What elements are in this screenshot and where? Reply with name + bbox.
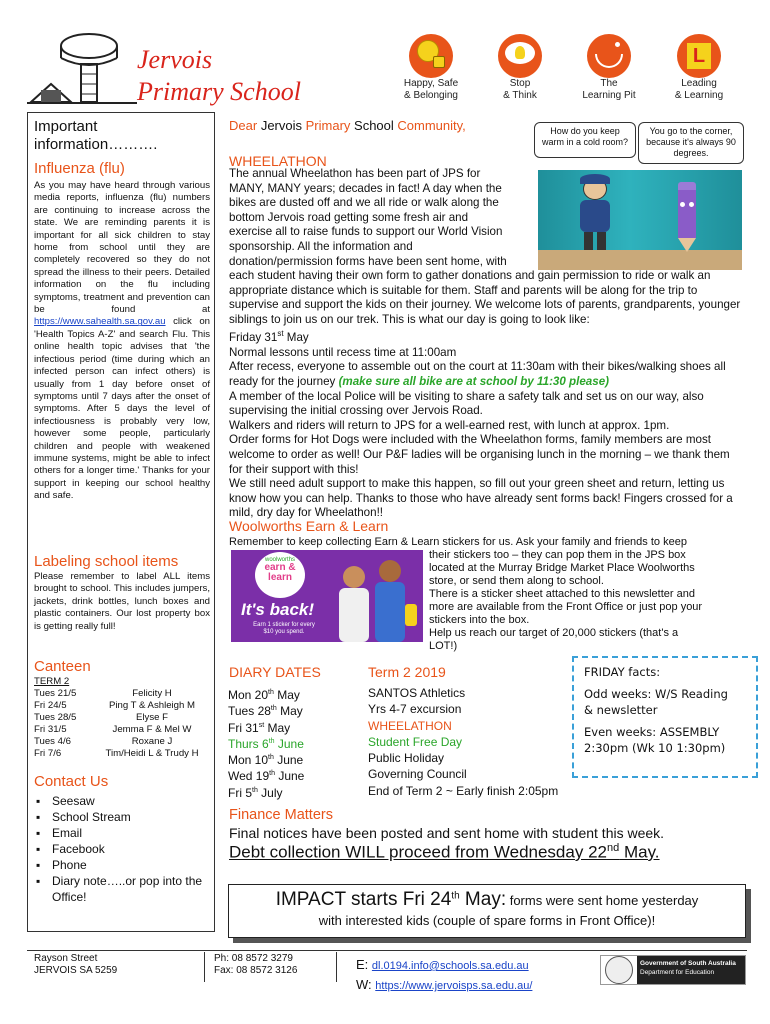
banner-small-print [251, 622, 317, 636]
contact-heading: Contact Us [34, 773, 109, 790]
comic-pencil-figure-icon [672, 182, 702, 254]
diary-date-b: June [274, 736, 304, 751]
canteen-roster [34, 676, 210, 760]
value-learning-pit [576, 34, 642, 102]
canteen-heading: Canteen [34, 658, 91, 675]
diary-row [228, 751, 588, 767]
diary-date-sup: th [268, 689, 274, 696]
diary-date [228, 719, 368, 735]
contact-list [34, 793, 210, 905]
greeting-primary: Primary [305, 118, 351, 133]
wheelathon-line: bikes are dusted off and we all ride or walk along the [229, 196, 499, 210]
diary-heading: DIARY DATES [229, 664, 321, 680]
friday-facts-title: FRIDAY facts: [584, 665, 661, 679]
impact-title-c: forms were sent home yesterday [506, 893, 699, 908]
diary-date [228, 751, 368, 767]
finance-notice: Final notices have been posted and sent home with student this week. [229, 825, 665, 841]
comic-bubble-right [638, 122, 744, 164]
footer-email-label: E: [356, 957, 372, 972]
diary-date-a: Thurs 6 [228, 736, 269, 751]
impact-title-sup: th [451, 890, 460, 902]
footer-separator [204, 952, 205, 982]
flu-text-part1: As you may have heard through various media reports, influenza (flu) numbers are continuing to increase across the state. We are reminding parents it is important for all sick children to stay home from school until they are completely recovered so they do not spread the illness to their peers. Detailed information on the flu including symptoms, treatment and prevention can be found at [34, 180, 210, 316]
wheelathon-friday [229, 327, 745, 345]
greeting-community: Community, [397, 118, 466, 133]
flu-heading: Influenza (flu) [34, 160, 125, 177]
wheelathon-walkers: Walkers and riders will return to JPS for a well-earned rest, with lunch at approx. 1pm. [229, 418, 670, 432]
wheelathon-para1-rest: each student having their own form to gather donations and gain permission to ride or walk an appropriate distance which is suitable for them. Staff and parents will be along for the trip to supervise and support the kids on their journey. We welcome lots of parents, grandparents, younger siblings to join us on our trek. This is what our day is going to look like: [229, 269, 741, 326]
canteen-names: Jemma F & Mel W [112, 724, 192, 735]
contact-item-facebook: ▪ Facebook [34, 841, 210, 857]
earn-text: earn & [264, 562, 296, 573]
friday-facts-box [572, 656, 758, 778]
comic-bubble-left [534, 122, 636, 158]
canteen-row [34, 724, 210, 736]
diary-date-sup: th [252, 786, 258, 794]
canteen-names: Felicity H [132, 688, 172, 699]
diary-event: Public Holiday [368, 751, 445, 766]
diary-event: Yrs 4-7 excursion [368, 702, 462, 717]
wheelathon-friday-sup: st [277, 329, 284, 339]
wheelathon-friday-a: Friday 31 [229, 331, 278, 345]
contact-item-school-stream: ▪ School Stream [34, 809, 210, 825]
footer-address [34, 953, 117, 977]
canteen-names: Ping T & Ashleigh M [108, 700, 196, 711]
value-happy-safe [398, 34, 464, 102]
canteen-row [34, 736, 210, 748]
diary-row [228, 686, 588, 702]
footer-divider [27, 950, 747, 951]
wheelathon-body [229, 269, 745, 521]
diary-date-a: Mon 10 [228, 753, 269, 768]
footer-web [356, 977, 532, 992]
diary-date-a: Mon 20 [228, 688, 269, 702]
important-line1: Important [34, 118, 98, 135]
greeting-jervois: Jervois [260, 118, 302, 133]
wheelathon-line: exercise all to raise funds to support our World Vision [229, 225, 503, 239]
diary-row [228, 784, 588, 800]
diary-date [228, 735, 368, 751]
diary-date-b: May [273, 688, 300, 702]
banner-children-icon [335, 560, 419, 642]
diary-date-sup: th [268, 754, 274, 762]
woolworths-line: LOT!) [429, 640, 458, 652]
wheelathon-adult-support: We still need adult support to make this happen, so fill out your green sheet and return, letting us know how you can help. Thanks to those who have already sent forms back! Fingers crossed for a mild, dry day for Wheelathon!! [229, 477, 733, 520]
wheelathon-line: The annual Wheelathon has been part of JPS for [229, 167, 481, 180]
footer-fax-number: Fax: 08 8572 3126 [214, 965, 298, 976]
wheelathon-normal-lessons: Normal lessons until recess time at 11:00am [229, 345, 457, 359]
water-tower-logo-icon [27, 28, 137, 106]
value-leading-learning [666, 34, 732, 102]
contact-item-diary-note: ▪ Diary note…..or pop into the Office! [34, 873, 210, 905]
woolworths-heading: Woolworths Earn & Learn [229, 518, 389, 534]
footer-address-line2: JERVOIS SA 5259 [34, 965, 118, 976]
wheelathon-orders: Order forms for Hot Dogs were included with the Wheelathon forms, family members are most welcome to order as well! Our P&F ladies will be organising lunch in the morning – we thank them for their support with this! [229, 433, 730, 476]
important-line2: information………. [34, 136, 158, 153]
comic-child-figure-icon [578, 178, 612, 252]
friday-even-line1: Even weeks: ASSEMBLY [584, 725, 720, 739]
diary-event: End of Term 2 ~ Early finish 2:05pm [368, 783, 559, 798]
footer-phone-number: Ph: 08 8572 3279 [214, 953, 293, 964]
friday-even-line2: 2:30pm (Wk 10 1:30pm) [584, 741, 726, 755]
diary-date-b: June [274, 769, 305, 784]
diary-row [228, 735, 588, 751]
diary-date-b: May [276, 704, 303, 719]
l-plate-icon: L [677, 34, 721, 78]
value-label-happy-1: Happy, Safe [403, 78, 459, 89]
piping-shrike-icon [605, 956, 633, 984]
diary-date-sup: st [258, 721, 265, 729]
canteen-date: Tues 21/5 [34, 688, 77, 699]
canteen-row [34, 712, 210, 724]
wheelathon-after-recess [229, 360, 745, 389]
woolworths-body [429, 549, 747, 653]
greeting [229, 118, 466, 133]
friday-odd-line2: & newsletter [584, 703, 658, 717]
value-label-leading: Leading [681, 78, 717, 89]
diary-event: SANTOS Athletics [368, 686, 466, 700]
comic-bubble-left-text: How do you keep warm in a cold room? [541, 126, 629, 147]
gov-text-block [637, 956, 745, 984]
impact-title-a: IMPACT starts Fri 24 [275, 889, 452, 910]
debt-text-b: May. [619, 842, 660, 862]
wheelathon-heading: WHEELATHON [229, 153, 327, 169]
wheelathon-line: sponsorship. All the information and [229, 239, 413, 253]
diary-date-b: May [264, 720, 291, 735]
contact-item-email: ▪ Email [34, 825, 210, 841]
its-back-text: It's back! [241, 600, 315, 619]
finance-heading: Finance Matters [229, 807, 333, 823]
comic-bubble-right-text: You go to the corner, because it's always 90 degrees. [646, 126, 736, 158]
footer-address-line1: Rayson Street [34, 953, 98, 964]
diary-date-sup: th [268, 737, 275, 745]
debt-collection-notice [229, 842, 660, 863]
comic-floor [538, 250, 742, 270]
diary-date [228, 702, 368, 718]
woolworths-line: located at the Murray Bridge Market Place Woolworths [429, 562, 695, 574]
diary-date [228, 767, 368, 783]
learn-text: learn [268, 572, 292, 583]
speech-bubble-lightbulb-icon [498, 34, 542, 78]
value-label-the: The [600, 78, 618, 89]
canteen-date: Fri 24/5 [34, 700, 67, 711]
wheelathon-police: A member of the local Police will be visiting to share a safety talk and set us on our way, also supervising the initial crossing over Jervois Road. [229, 389, 704, 418]
banner-small-2: $10 you spend. [263, 629, 305, 635]
canteen-row [34, 688, 210, 700]
contact-item-phone: ▪ Phone [34, 857, 210, 873]
diary-row [228, 767, 588, 783]
canteen-date: Fri 31/5 [34, 724, 67, 735]
diary-date [228, 686, 368, 702]
wheelathon-line: donation/permission forms have been sent home, with [229, 254, 507, 268]
footer-phone [214, 953, 297, 977]
diary-event: Governing Council [368, 767, 467, 782]
woolworths-line: more are available from the Front Office or just pop your [429, 601, 703, 613]
canteen-row [34, 700, 210, 712]
diary-row [228, 719, 588, 735]
value-label-happy-2: & Belonging [404, 90, 458, 101]
value-label-learning-pit: Learning Pit [582, 90, 636, 101]
woolworths-intro: Remember to keep collecting Earn & Learn stickers for us. Ask your family and friends to keep [229, 536, 687, 548]
woolworths-line: store, or send them along to school. [429, 575, 604, 587]
diary-date-a: Tues 28 [228, 704, 271, 719]
banner-small-1: Earn 1 sticker for every [253, 622, 315, 628]
value-stop-think [487, 34, 553, 102]
value-label-think: & Think [503, 90, 537, 101]
school-name-line1: Jervois [137, 45, 213, 74]
value-label-stop: Stop [509, 78, 531, 89]
important-heading [34, 118, 210, 154]
earn-learn-banner [231, 550, 423, 642]
diary-date-a: Wed 19 [228, 769, 270, 784]
debt-text-a: Debt collection WILL proceed from Wednesday 22 [229, 842, 607, 862]
smiley-lock-icon [409, 34, 453, 78]
gov-line2: Department for Education [640, 969, 715, 976]
diary-event: Student Free Day [368, 734, 463, 749]
school-logo [27, 28, 137, 106]
impact-line2: with interested kids (couple of spare forms in Front Office)! [318, 913, 656, 928]
contact-item-seesaw: ▪ Seesaw [34, 793, 210, 809]
gov-line1: Government of South Australia [640, 960, 736, 967]
canteen-row [34, 748, 210, 760]
diary-date-a: Fri 5 [228, 785, 252, 800]
diary-row [228, 702, 588, 718]
impact-line1 [229, 889, 745, 911]
impact-box [228, 884, 746, 938]
learning-pit-icon [587, 34, 631, 78]
canteen-names: Elyse F [136, 712, 168, 723]
wheelathon-friday-b: May [283, 331, 309, 345]
canteen-date: Fri 7/6 [34, 748, 62, 759]
diary-date-sup: th [270, 705, 277, 713]
footer-separator [336, 952, 337, 982]
footer-email-link[interactable]: dl.0194.info@schools.sa.edu.au [371, 960, 529, 972]
labeling-text: Please remember to label ALL items brought to school. This includes jumpers, jackets, drink bottles, lunch boxes and plastic containers. Our lost property box is getting really full! [34, 571, 210, 632]
labeling-heading: Labeling school items [34, 553, 179, 570]
wheelathon-line: bottom Jervois road getting some fresh air and [229, 210, 469, 224]
flu-text [34, 180, 210, 503]
footer-email [356, 957, 529, 972]
diary-date-a: Fri 31 [228, 720, 259, 735]
school-name-line2: Primary School [137, 77, 301, 106]
woolworths-brand: woolworths [264, 557, 295, 563]
flu-text-part2: click on 'Health Topics A-Z' and search Flu. This online health topic advises that 'the infectious period (time during which an infected person can infect others) is usually from 1 day before onset of symptoms until 7 days after the onset of symptoms. After 5 days the level of infectiousness is probably very low, however some people, particularly children and people with weakened immune systems, might be able to infect others for a longer time.' Thanks for your support in keeping our school healthy and safe. [34, 316, 210, 502]
sa-government-logo [600, 955, 746, 985]
wheelathon-after-recess-text: After recess, everyone to assemble out on the court at 11:30am with their bikes/walking shoes all ready for the journey [229, 360, 726, 389]
wheelathon-line: MANY, MANY years; decades in fact! A day when the [229, 181, 502, 195]
canteen-names: Tim/Heidi L & Trudy H [105, 748, 199, 759]
diary-date-b: June [273, 753, 304, 768]
diary-date-b: July [257, 785, 283, 800]
debt-text-sup: nd [606, 842, 620, 854]
woolworths-line: their stickers too – they can pop them in the JPS box [429, 549, 686, 561]
footer-web-label: W: [356, 977, 376, 992]
canteen-term: TERM 2 [34, 676, 70, 687]
diary-date [228, 784, 368, 800]
diary-term: Term 2 2019 [368, 664, 446, 680]
woolworths-line: Help us reach our target of 20,000 stickers (that's a [429, 627, 679, 639]
woolworths-line: There is a sticker sheet attached to this newsletter and [429, 588, 695, 600]
woolworths-line: stickers into the box. [429, 614, 530, 626]
greeting-school: School [354, 118, 394, 133]
canteen-date: Tues 4/6 [34, 736, 71, 747]
impact-title-b: May: [459, 889, 507, 910]
wheelathon-bike-note: (make sure all bike are at school by 11:30 please) [338, 375, 609, 389]
sahealth-link[interactable]: https://www.sahealth.sa.gov.au [34, 316, 166, 328]
diary-table [228, 686, 588, 800]
value-label-learning: & Learning [674, 90, 724, 101]
wheelathon-intro-narrow [229, 167, 547, 269]
joke-comic [534, 120, 746, 272]
canteen-date: Tues 28/5 [34, 712, 77, 723]
earn-learn-badge [255, 552, 305, 598]
diary-event: WHEELATHON [368, 718, 452, 733]
footer-web-link[interactable]: https://www.jervoisps.sa.edu.au/ [375, 980, 533, 992]
canteen-names: Roxane J [131, 736, 173, 747]
friday-odd-line1: Odd weeks: W/S Reading [584, 687, 728, 701]
diary-date-sup: th [269, 770, 275, 778]
greeting-dear: Dear [229, 118, 258, 133]
